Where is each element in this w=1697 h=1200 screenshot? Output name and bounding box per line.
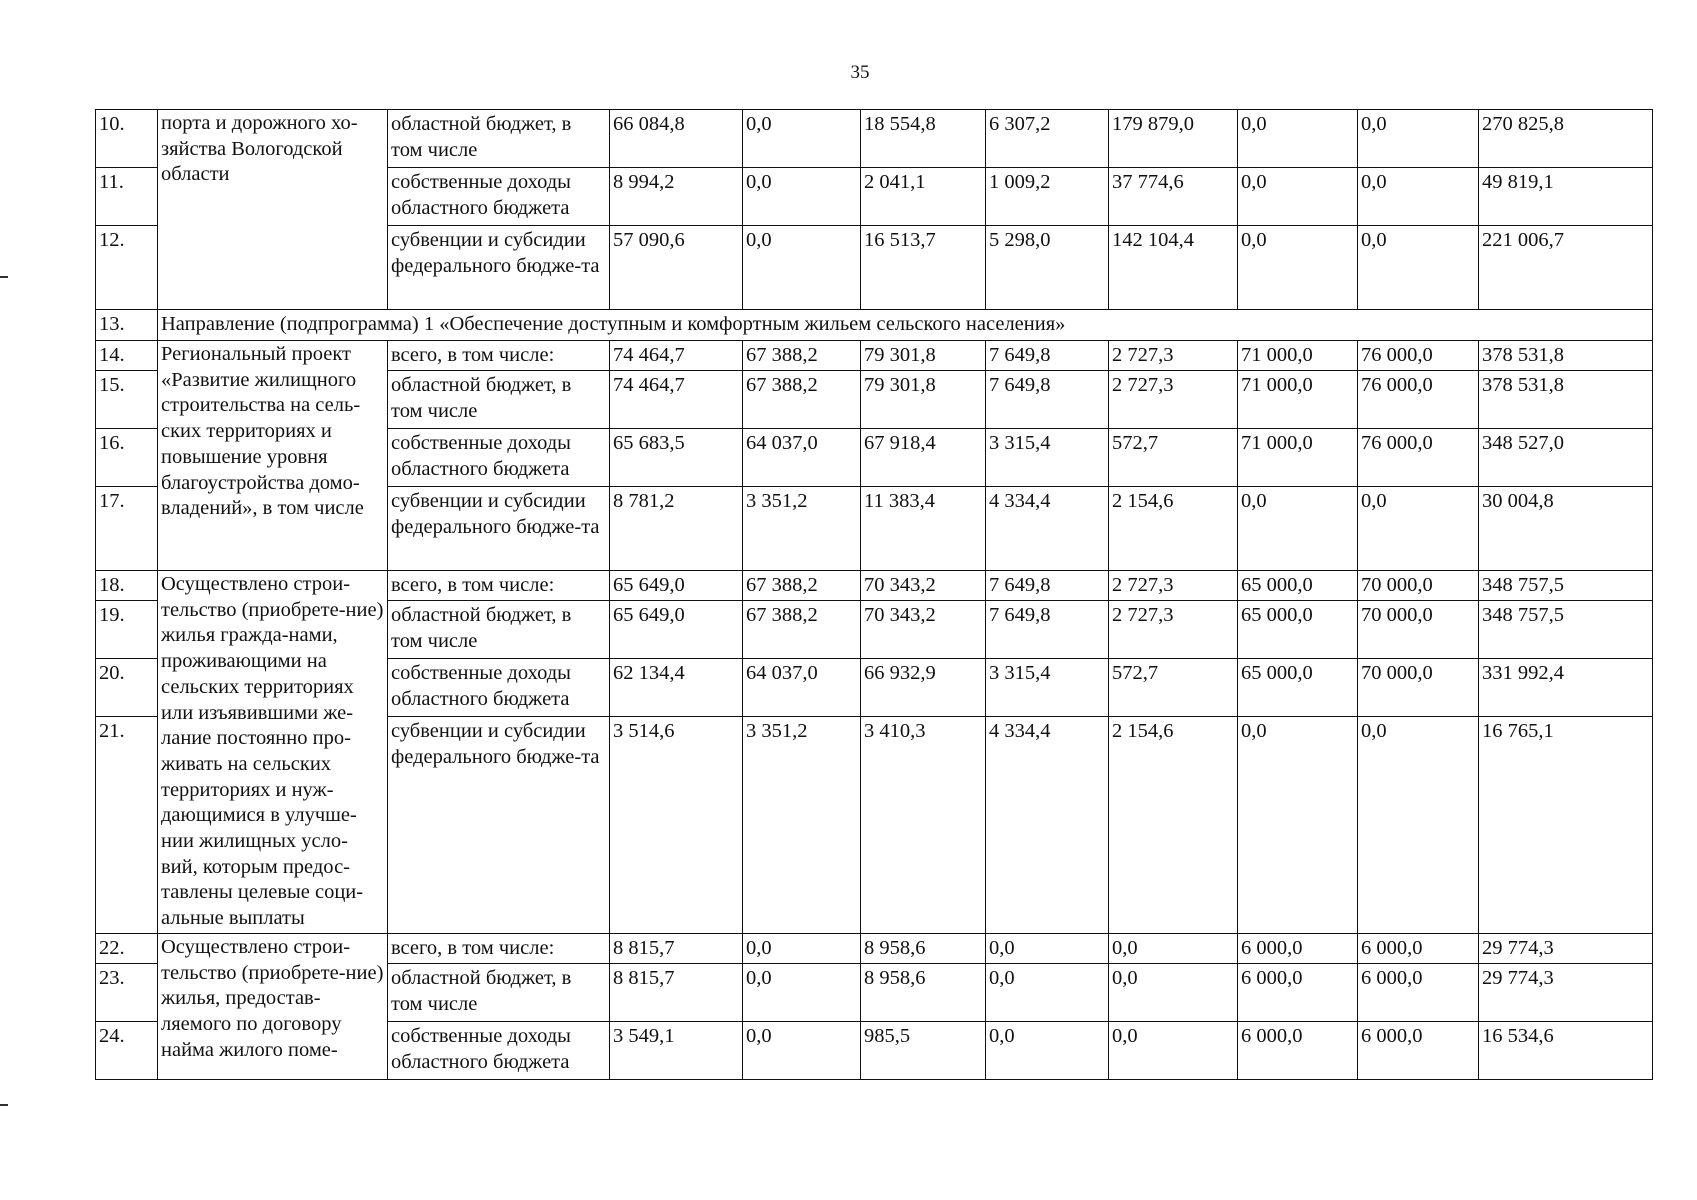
- value-cell: 16 513,7: [861, 226, 986, 310]
- value-cell: 2 154,6: [1109, 717, 1238, 934]
- value-cell: 65 000,0: [1238, 571, 1358, 601]
- row-number: 17.: [96, 487, 158, 571]
- value-cell: 16 765,1: [1479, 717, 1653, 934]
- value-cell: 71 000,0: [1238, 429, 1358, 487]
- value-cell: 7 649,8: [986, 571, 1109, 601]
- value-cell: 1 009,2: [986, 168, 1109, 226]
- value-cell: 76 000,0: [1358, 429, 1479, 487]
- row-number: 22.: [96, 934, 158, 964]
- value-cell: 0,0: [1238, 487, 1358, 571]
- value-cell: 71 000,0: [1238, 341, 1358, 371]
- value-cell: 2 041,1: [861, 168, 986, 226]
- value-cell: 70 343,2: [861, 601, 986, 659]
- funding-source: областной бюджет, в том числе: [388, 964, 610, 1022]
- value-cell: 62 134,4: [610, 659, 743, 717]
- value-cell: 6 000,0: [1358, 1022, 1479, 1080]
- section-title: Направление (подпрограмма) 1 «Обеспечение доступным и комфортным жильем сельского населения»: [158, 310, 1653, 341]
- value-cell: 3 410,3: [861, 717, 986, 934]
- value-cell: 348 757,5: [1479, 601, 1653, 659]
- value-cell: 0,0: [743, 110, 861, 168]
- section-row: [96, 310, 1653, 341]
- funding-source: собственные доходы областного бюджета: [388, 429, 610, 487]
- value-cell: 6 000,0: [1238, 934, 1358, 964]
- value-cell: 6 000,0: [1238, 964, 1358, 1022]
- value-cell: 378 531,8: [1479, 371, 1653, 429]
- funding-source: субвенции и субсидии федерального бюдже-та: [388, 717, 610, 934]
- value-cell: 985,5: [861, 1022, 986, 1080]
- value-cell: 76 000,0: [1358, 371, 1479, 429]
- value-cell: 0,0: [743, 168, 861, 226]
- row-number: 12.: [96, 226, 158, 310]
- value-cell: 76 000,0: [1358, 341, 1479, 371]
- value-cell: 0,0: [743, 934, 861, 964]
- value-cell: 2 727,3: [1109, 601, 1238, 659]
- value-cell: 572,7: [1109, 429, 1238, 487]
- value-cell: 0,0: [1358, 487, 1479, 571]
- value-cell: 67 388,2: [743, 571, 861, 601]
- value-cell: 79 301,8: [861, 341, 986, 371]
- row-number: 11.: [96, 168, 158, 226]
- funding-source: собственные доходы областного бюджета: [388, 1022, 610, 1080]
- value-cell: 67 388,2: [743, 341, 861, 371]
- value-cell: 71 000,0: [1238, 371, 1358, 429]
- value-cell: 64 037,0: [743, 429, 861, 487]
- value-cell: 221 006,7: [1479, 226, 1653, 310]
- scan-margin-mark: [0, 276, 8, 278]
- value-cell: 3 351,2: [743, 487, 861, 571]
- value-cell: 0,0: [986, 1022, 1109, 1080]
- table-body: [96, 110, 1653, 1080]
- row-number: 21.: [96, 717, 158, 934]
- value-cell: 8 994,2: [610, 168, 743, 226]
- value-cell: 67 388,2: [743, 371, 861, 429]
- value-cell: 0,0: [1238, 717, 1358, 934]
- funding-source: субвенции и субсидии федерального бюдже-та: [388, 487, 610, 571]
- value-cell: 79 301,8: [861, 371, 986, 429]
- row-number: 16.: [96, 429, 158, 487]
- value-cell: 70 000,0: [1358, 601, 1479, 659]
- value-cell: 2 154,6: [1109, 487, 1238, 571]
- value-cell: 0,0: [743, 1022, 861, 1080]
- funding-source: собственные доходы областного бюджета: [388, 168, 610, 226]
- table-row: [96, 110, 1653, 168]
- row-number: 14.: [96, 341, 158, 371]
- row-description: Осуществлено строи-тельство (приобрете-ние) жилья гражда-нами, проживающими на сельских территориях или изъявившими же-лание постоянно про-живать на сельских территориях и нуж-дающимися в улучше-нии жилищных усло-вий, которым предос-тавлены целевые соци-альные выплаты: [158, 571, 388, 934]
- value-cell: 6 000,0: [1358, 934, 1479, 964]
- value-cell: 67 918,4: [861, 429, 986, 487]
- value-cell: 6 307,2: [986, 110, 1109, 168]
- funding-source: всего, в том числе:: [388, 341, 610, 371]
- value-cell: 74 464,7: [610, 371, 743, 429]
- value-cell: 0,0: [743, 226, 861, 310]
- value-cell: 57 090,6: [610, 226, 743, 310]
- value-cell: 3 549,1: [610, 1022, 743, 1080]
- value-cell: 65 683,5: [610, 429, 743, 487]
- value-cell: 49 819,1: [1479, 168, 1653, 226]
- funding-source: областной бюджет, в том числе: [388, 601, 610, 659]
- value-cell: 3 315,4: [986, 429, 1109, 487]
- value-cell: 6 000,0: [1358, 964, 1479, 1022]
- value-cell: 64 037,0: [743, 659, 861, 717]
- funding-source: всего, в том числе:: [388, 571, 610, 601]
- value-cell: 4 334,4: [986, 487, 1109, 571]
- value-cell: 6 000,0: [1238, 1022, 1358, 1080]
- value-cell: 67 388,2: [743, 601, 861, 659]
- value-cell: 70 000,0: [1358, 659, 1479, 717]
- scan-margin-mark: [0, 1104, 8, 1106]
- value-cell: 0,0: [1109, 934, 1238, 964]
- value-cell: 331 992,4: [1479, 659, 1653, 717]
- row-description: Осуществлено строи-тельство (приобрете-ние) жилья, предостав-ляемого по договору найма жилого поме-: [158, 934, 388, 1080]
- value-cell: 7 649,8: [986, 341, 1109, 371]
- value-cell: 37 774,6: [1109, 168, 1238, 226]
- value-cell: 8 958,6: [861, 964, 986, 1022]
- value-cell: 3 514,6: [610, 717, 743, 934]
- row-number: 20.: [96, 659, 158, 717]
- table-row: [96, 934, 1653, 964]
- value-cell: 378 531,8: [1479, 341, 1653, 371]
- value-cell: 572,7: [1109, 659, 1238, 717]
- value-cell: 8 781,2: [610, 487, 743, 571]
- row-description: порта и дорожного хо-зяйства Вологодской области: [158, 110, 388, 310]
- value-cell: 18 554,8: [861, 110, 986, 168]
- value-cell: 3 315,4: [986, 659, 1109, 717]
- value-cell: 16 534,6: [1479, 1022, 1653, 1080]
- value-cell: 142 104,4: [1109, 226, 1238, 310]
- value-cell: 29 774,3: [1479, 964, 1653, 1022]
- value-cell: 348 527,0: [1479, 429, 1653, 487]
- funding-source: областной бюджет, в том числе: [388, 110, 610, 168]
- funding-source: всего, в том числе:: [388, 934, 610, 964]
- value-cell: 0,0: [1109, 1022, 1238, 1080]
- value-cell: 2 727,3: [1109, 371, 1238, 429]
- value-cell: 8 958,6: [861, 934, 986, 964]
- row-number: 23.: [96, 964, 158, 1022]
- funding-source: субвенции и субсидии федерального бюдже-та: [388, 226, 610, 310]
- value-cell: 0,0: [1358, 717, 1479, 934]
- budget-table: [95, 109, 1653, 1080]
- value-cell: 74 464,7: [610, 341, 743, 371]
- value-cell: 0,0: [1238, 226, 1358, 310]
- value-cell: 0,0: [743, 964, 861, 1022]
- value-cell: 2 727,3: [1109, 341, 1238, 371]
- funding-source: собственные доходы областного бюджета: [388, 659, 610, 717]
- value-cell: 29 774,3: [1479, 934, 1653, 964]
- row-number: 13.: [96, 310, 158, 341]
- value-cell: 0,0: [1358, 110, 1479, 168]
- value-cell: 8 815,7: [610, 964, 743, 1022]
- value-cell: 8 815,7: [610, 934, 743, 964]
- table-row: [96, 341, 1653, 371]
- value-cell: 66 932,9: [861, 659, 986, 717]
- row-number: 18.: [96, 571, 158, 601]
- value-cell: 0,0: [986, 934, 1109, 964]
- value-cell: 65 000,0: [1238, 659, 1358, 717]
- page-number: 35: [850, 62, 870, 83]
- table-row: [96, 571, 1653, 601]
- row-number: 24.: [96, 1022, 158, 1080]
- row-number: 10.: [96, 110, 158, 168]
- value-cell: 65 649,0: [610, 601, 743, 659]
- value-cell: 5 298,0: [986, 226, 1109, 310]
- value-cell: 66 084,8: [610, 110, 743, 168]
- value-cell: 270 825,8: [1479, 110, 1653, 168]
- value-cell: 0,0: [1109, 964, 1238, 1022]
- row-number: 15.: [96, 371, 158, 429]
- value-cell: 0,0: [1238, 168, 1358, 226]
- value-cell: 65 649,0: [610, 571, 743, 601]
- row-number: 19.: [96, 601, 158, 659]
- value-cell: 7 649,8: [986, 601, 1109, 659]
- value-cell: 70 000,0: [1358, 571, 1479, 601]
- value-cell: 348 757,5: [1479, 571, 1653, 601]
- value-cell: 4 334,4: [986, 717, 1109, 934]
- value-cell: 0,0: [986, 964, 1109, 1022]
- value-cell: 30 004,8: [1479, 487, 1653, 571]
- value-cell: 2 727,3: [1109, 571, 1238, 601]
- value-cell: 7 649,8: [986, 371, 1109, 429]
- funding-source: областной бюджет, в том числе: [388, 371, 610, 429]
- value-cell: 0,0: [1358, 168, 1479, 226]
- value-cell: 0,0: [1358, 226, 1479, 310]
- row-description: Региональный проект «Развитие жилищного строительства на сель-ских территориях и повышение уровня благоустройства домо-владений», в том числе: [158, 341, 388, 571]
- value-cell: 65 000,0: [1238, 601, 1358, 659]
- value-cell: 179 879,0: [1109, 110, 1238, 168]
- value-cell: 70 343,2: [861, 571, 986, 601]
- value-cell: 11 383,4: [861, 487, 986, 571]
- value-cell: 3 351,2: [743, 717, 861, 934]
- value-cell: 0,0: [1238, 110, 1358, 168]
